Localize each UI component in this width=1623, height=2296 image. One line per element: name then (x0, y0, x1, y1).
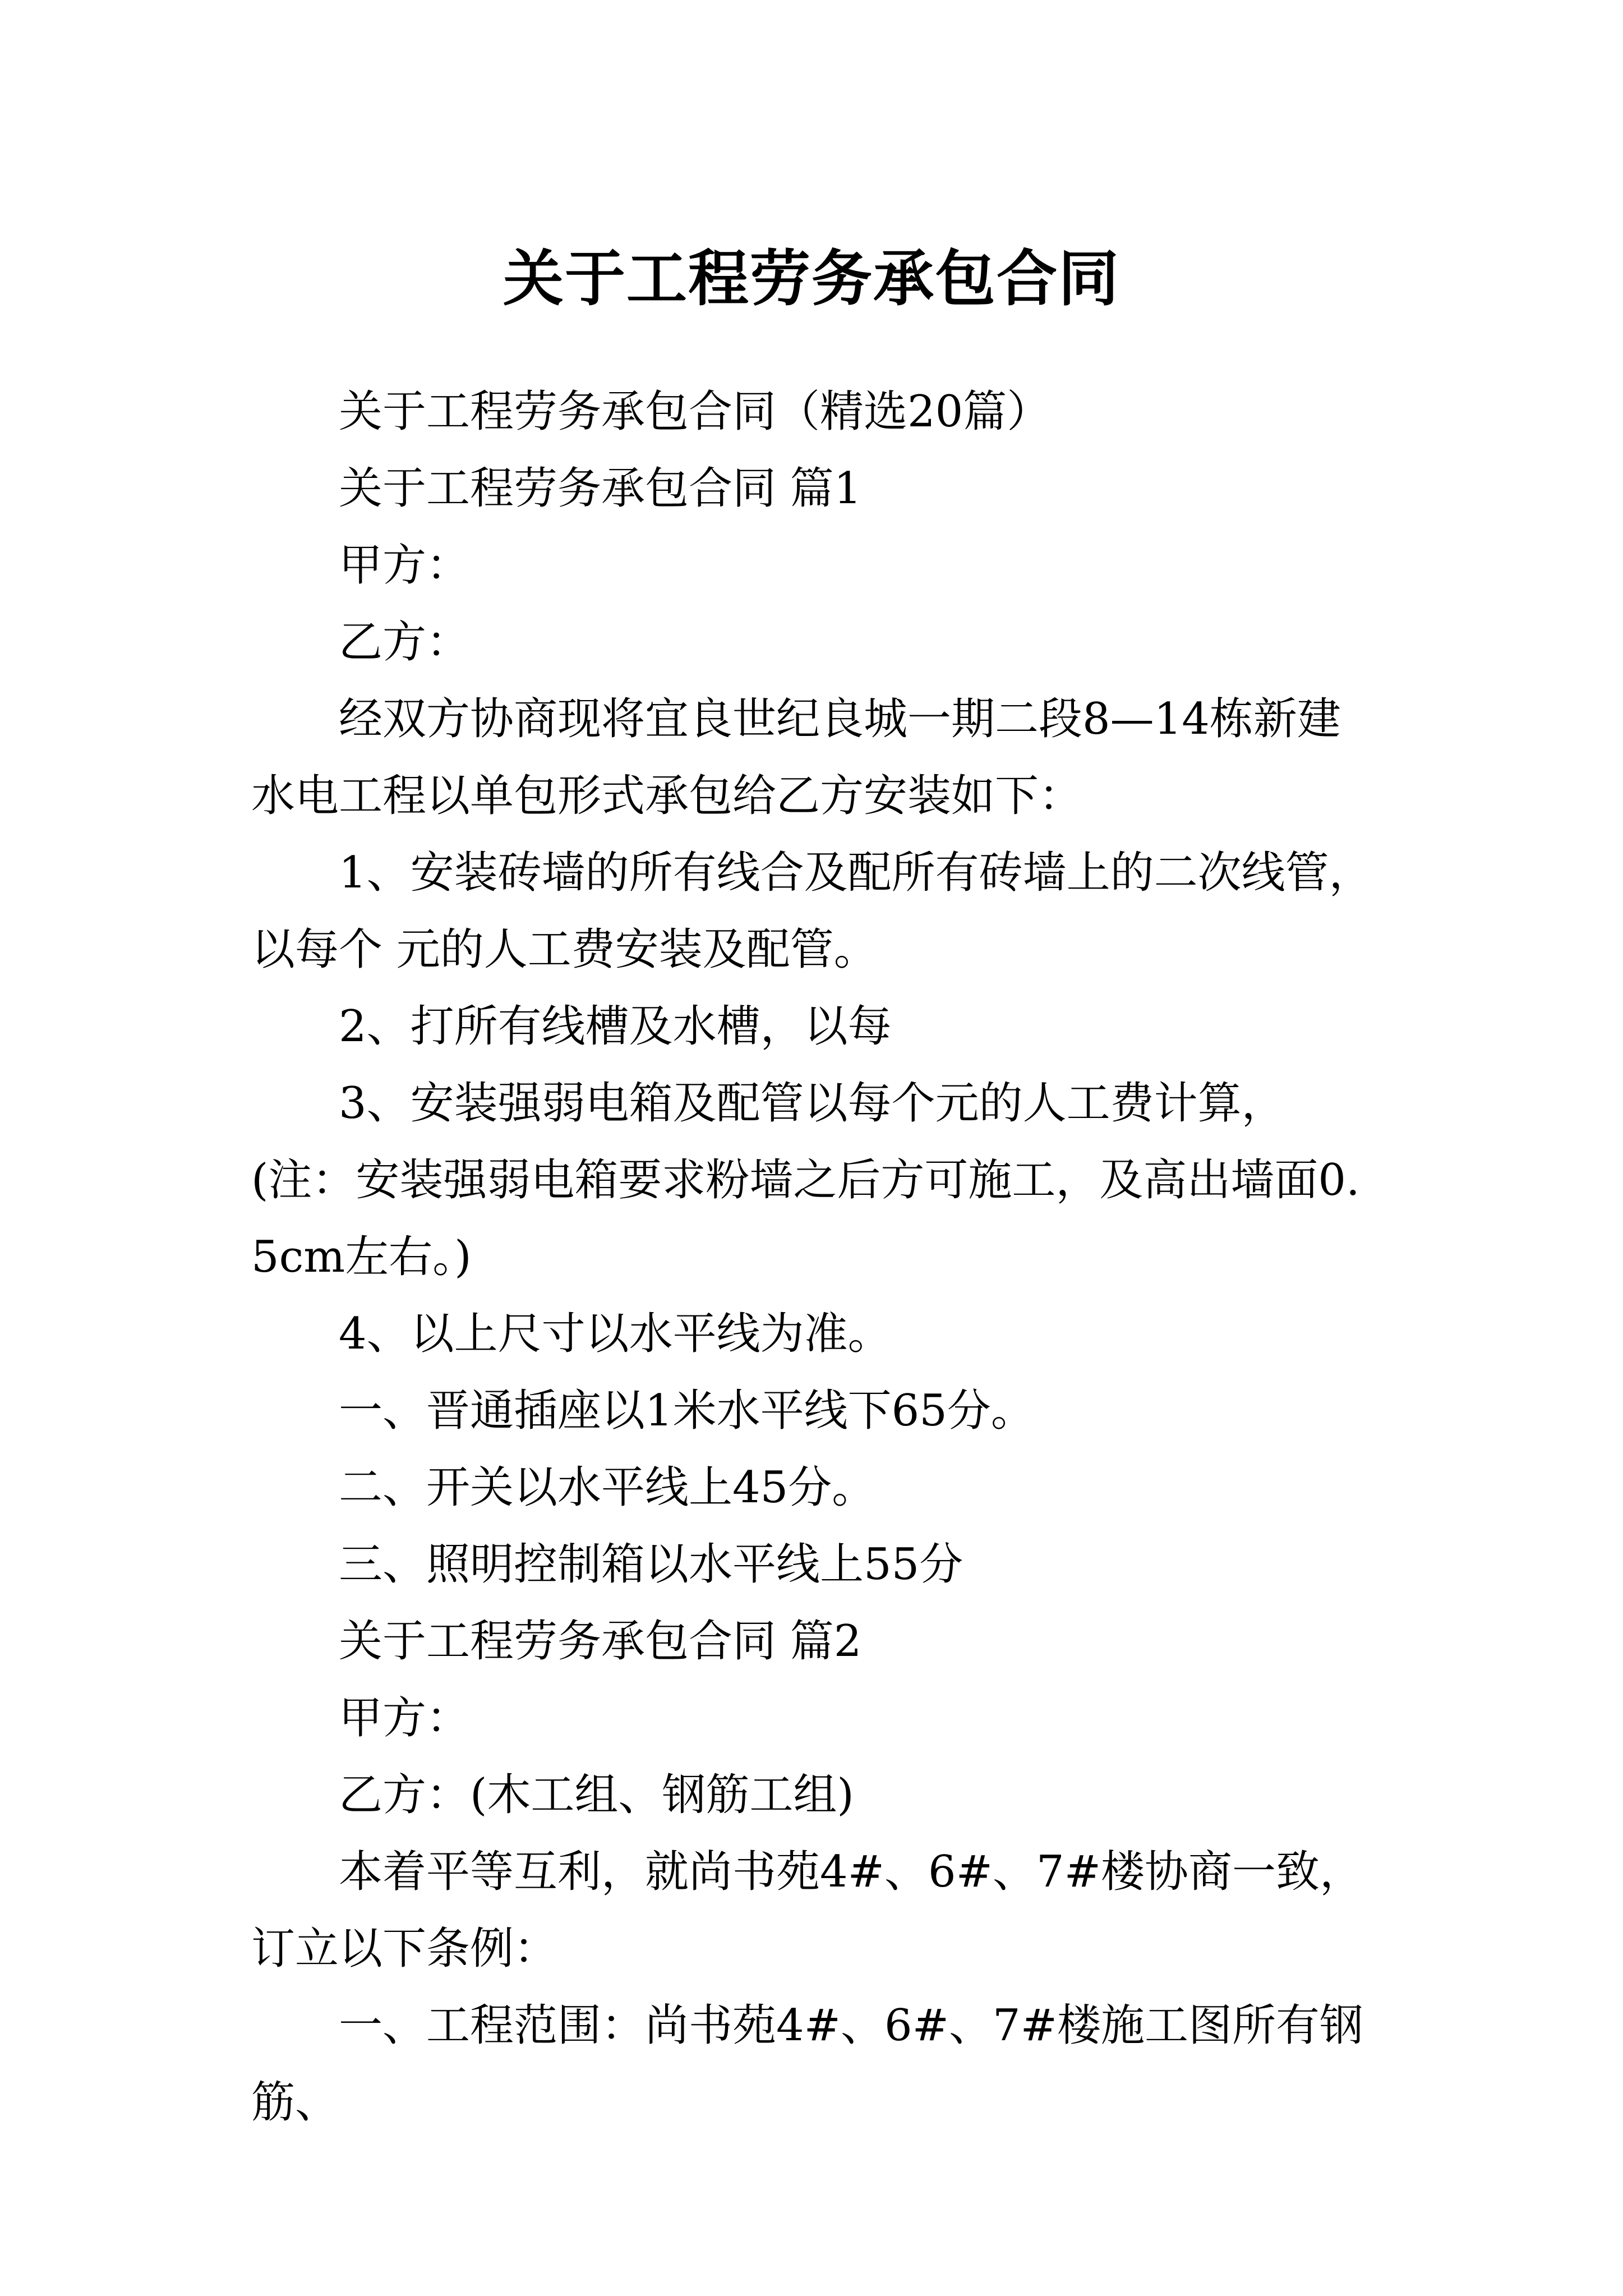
paragraph-item-4: 4、以上尺寸以水平线为准。 (339, 1309, 892, 1359)
paragraph-item-2: 2、打所有线槽及水槽，以每 (339, 1001, 892, 1052)
document-title: 关于工程劳务承包合同 (502, 243, 1120, 315)
paragraph-principle: 本着平等互利，就尚书苑4#、6#、7#楼协商一致，订立以下条例： (251, 1847, 1363, 1974)
paragraph-scope: 一、工程范围：尚书苑4#、6#、7#楼施工图所有钢筋、 (251, 2000, 1363, 2128)
document-body (251, 374, 1377, 2141)
paragraph-item-1: 1、安装砖墙的所有线合及配所有砖墙上的二次线管，以每个 元的人工费安装及配管。 (251, 848, 1373, 975)
paragraph-item-3: 3、安装强弱电箱及配管以每个元的人工费计算，(注：安装强弱电箱要求粉墙之后方可施工，及高出墙面0.5cm左右。) (251, 1078, 1360, 1282)
paragraph-rule-2: 二、开关以水平线上45分。 (339, 1462, 876, 1513)
paragraph-party-a: 甲方： (339, 540, 471, 591)
paragraph-section-2-heading: 关于工程劳务承包合同 篇2 (339, 1616, 862, 1667)
paragraph-party-a-2: 甲方： (339, 1693, 471, 1743)
paragraph-subtitle: 关于工程劳务承包合同（精选20篇） (339, 386, 1051, 437)
paragraph-party-b-2: 乙方：(木工组、钢筋工组) (339, 1770, 854, 1820)
paragraph-rule-1: 一、晋通插座以1米水平线下65分。 (339, 1386, 1035, 1436)
paragraph-party-b: 乙方： (339, 617, 471, 668)
paragraph-section-1-heading: 关于工程劳务承包合同 篇1 (339, 463, 862, 514)
paragraph-intro: 经双方协商现将宜良世纪良城一期二段8—14栋新建水电工程以单包形式承包给乙方安装如下： (251, 694, 1341, 821)
paragraph-rule-3: 三、照明控制箱以水平线上55分 (339, 1539, 963, 1590)
